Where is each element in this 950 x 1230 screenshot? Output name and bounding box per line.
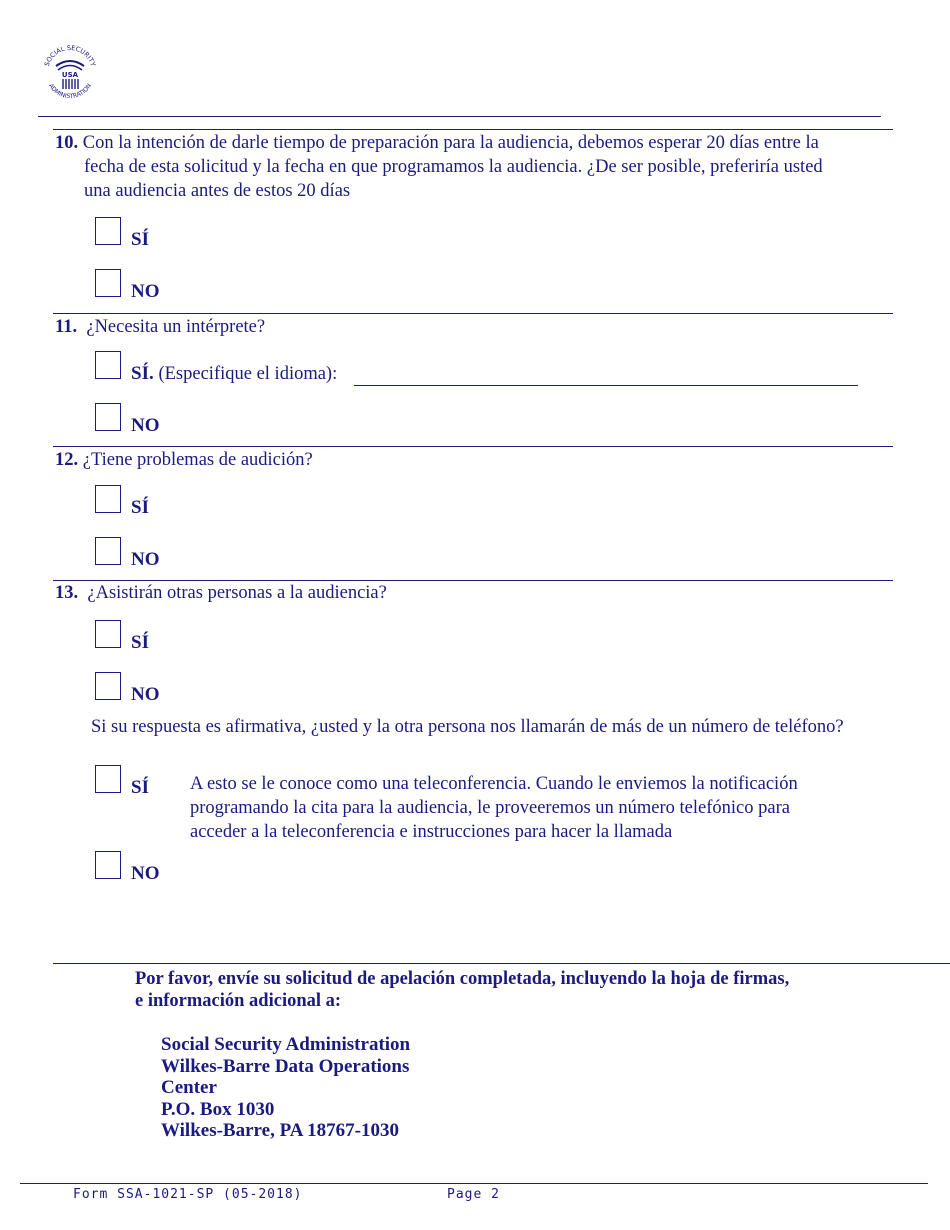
question-number: 10. <box>55 133 79 153</box>
q13-no-label: NO <box>131 684 160 705</box>
mail-instructions <box>135 968 789 1012</box>
logo-arc-text: SOCIAL SECURITY <box>42 43 98 68</box>
q13-no-checkbox[interactable] <box>95 672 121 700</box>
q11-yes-checkbox[interactable] <box>95 351 121 379</box>
q12-no-checkbox[interactable] <box>95 537 121 565</box>
question-text-line3: una audiencia antes de estos 20 días <box>84 181 351 201</box>
logo-center-text: USA <box>61 71 79 79</box>
address-line: Wilkes-Barre, PA 18767-1030 <box>161 1120 400 1142</box>
q10-yes-label: SÍ <box>131 229 149 250</box>
q10-no-label: NO <box>131 281 160 302</box>
q13-followup-question: Si su respuesta es afirmativa, ¿usted y la otra persona nos llamarán de más de un número de teléfono? <box>91 717 844 737</box>
q11-no-checkbox[interactable] <box>95 403 121 431</box>
question-text: ¿Asistirán otras personas a la audiencia? <box>87 583 387 603</box>
question-number: 13. <box>55 583 79 603</box>
section-rule-12 <box>53 446 893 447</box>
question-13 <box>55 581 387 605</box>
q12-yes-checkbox[interactable] <box>95 485 121 513</box>
q12-no-label: NO <box>131 549 160 570</box>
form-number: Form SSA-1021-SP (05-2018) <box>73 1187 303 1202</box>
q13-yes-label: SÍ <box>131 632 149 653</box>
q13-teleconf-yes-label: SÍ <box>131 777 149 798</box>
svg-text:ADMINISTRATION <box>47 82 93 100</box>
question-12 <box>55 448 313 472</box>
q10-yes-checkbox[interactable] <box>95 217 121 245</box>
header-rule <box>38 116 881 117</box>
question-text: ¿Tiene problemas de audición? <box>82 450 313 470</box>
note-line: A esto se le conoce como una teleconferencia. Cuando le enviemos la notificación <box>190 774 798 794</box>
mail-instruction-line: e información adicional a: <box>135 991 342 1011</box>
mailing-address <box>161 1034 410 1142</box>
address-line: Wilkes-Barre Data Operations <box>161 1055 410 1077</box>
svg-text:SOCIAL SECURITY <box>43 44 97 67</box>
question-text: Con la intención de darle tiempo de preparación para la audiencia, debemos esperar 20 días entre la <box>82 133 819 153</box>
address-line: Center <box>161 1077 217 1099</box>
question-text: ¿Necesita un intérprete? <box>86 317 266 337</box>
note-line: acceder a la teleconferencia e instrucciones para hacer la llamada <box>190 822 673 842</box>
q13-teleconf-yes-checkbox[interactable] <box>95 765 121 793</box>
teleconference-note <box>190 772 890 844</box>
q13-teleconf-no-checkbox[interactable] <box>95 851 121 879</box>
question-10 <box>55 131 915 203</box>
question-number: 11. <box>55 317 78 337</box>
address-line: P.O. Box 1030 <box>161 1098 275 1120</box>
mail-section-rule <box>53 963 950 964</box>
section-rule-10 <box>53 129 893 130</box>
q11-yes-row <box>131 363 337 385</box>
mail-instruction-line: Por favor, envíe su solicitud de apelación completada, incluyendo la hoja de firmas, <box>135 969 790 989</box>
question-number: 12. <box>55 450 79 470</box>
q13-teleconf-no-label: NO <box>131 863 160 884</box>
q11-specify-label: (Especifique el idioma): <box>158 364 338 384</box>
q13-yes-checkbox[interactable] <box>95 620 121 648</box>
q11-yes-label: SÍ. <box>131 363 154 384</box>
q11-language-field[interactable] <box>354 385 858 386</box>
q11-no-label: NO <box>131 415 160 436</box>
address-line: Social Security Administration <box>161 1034 411 1055</box>
logo-lower-text: ADMINISTRATION <box>47 82 94 101</box>
section-rule-11 <box>53 313 893 314</box>
q12-yes-label: SÍ <box>131 497 149 518</box>
footer-rule <box>20 1183 928 1184</box>
note-line: programando la cita para la audiencia, le proveeremos un número telefónico para <box>190 798 790 818</box>
question-text-line2: fecha de esta solicitud y la fecha en que programamos la audiencia. ¿De ser posible, preferiría usted <box>84 157 823 177</box>
q10-no-checkbox[interactable] <box>95 269 121 297</box>
question-11 <box>55 315 265 339</box>
page-number: Page 2 <box>447 1187 500 1202</box>
ssa-seal-logo <box>38 40 102 104</box>
